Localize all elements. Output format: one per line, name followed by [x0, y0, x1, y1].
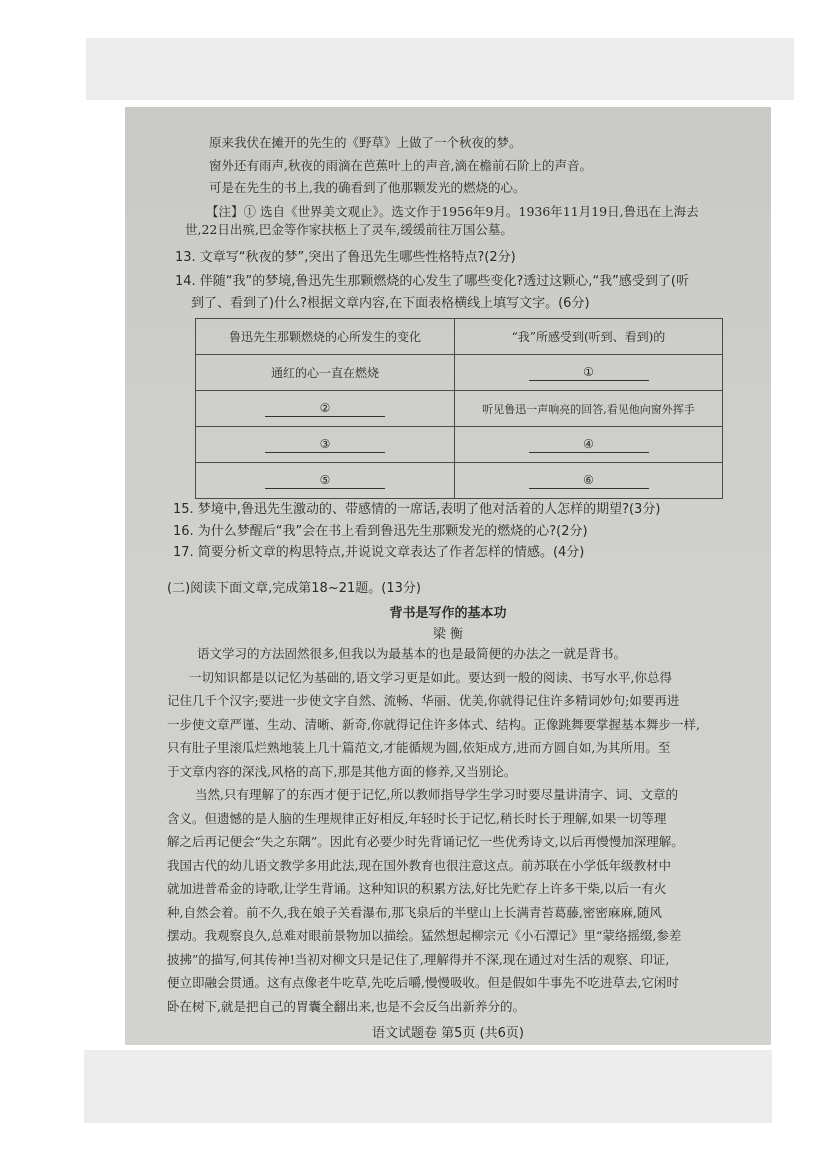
answer-blank-5: ⑤	[265, 472, 385, 489]
table-cell	[196, 391, 455, 427]
table-cell	[196, 427, 455, 463]
article-line: 种,自然会着。前不久,我在娘子关看瀑布,那飞泉后的半壁山上长满青苔葛藤,密密麻麻,随风	[167, 905, 662, 920]
article-line: 解之后再记便会“失之东隅”。因此有必要少时先背诵记忆一些优秀诗文,以后再慢慢加深理解。	[167, 834, 684, 849]
article-line: 便立即融会贯通。这有点像老牛吃草,先吃后嚼,慢慢吸收。但是假如牛事先不吃进草去,它闲时	[167, 975, 679, 990]
question-14: 14. 伴随“我”的梦境,鲁迅先生那颗燃烧的心发生了哪些变化?透过这颗心,“我”感受到了(听	[175, 274, 689, 289]
table-row	[196, 427, 723, 463]
table-cell	[196, 463, 455, 499]
answer-blank-2: ②	[265, 400, 385, 417]
article-line: 披拂”的描写,何其传神!当初对柳文只是记住了,理解得并不深,现在通过对生活的观察、印证,	[167, 952, 670, 967]
answer-blank-3: ③	[265, 436, 385, 453]
passage-line-3: 可是在先生的书上,我的确看到了他那颗发光的燃烧的心。	[209, 180, 526, 195]
article-line: 我国古代的幼儿语文教学多用此法,现在国外教育也很注意这点。前苏联在小学低年级教材中	[167, 858, 671, 873]
top-blank-band	[86, 38, 794, 100]
table-header-left: 鲁迅先生那颗燃烧的心所发生的变化	[196, 319, 455, 355]
article-title: 背书是写作的基本功	[389, 606, 507, 621]
footnote-line-1: 【注】① 选自《世界美文观止》。选文作于1956年9月。1936年11月19日,鲁迅在上海去	[206, 204, 699, 219]
article-line: 语文学习的方法固然很多,但我以为最基本的也是最简便的办法之一就是背书。	[197, 646, 626, 661]
question-13: 13. 文章写“秋夜的梦”,突出了鲁迅先生哪些性格特点?(2分)	[175, 250, 516, 265]
article-line: 当然,只有理解了的东西才便于记忆,所以教师指导学生学习时要尽量讲清字、词、文章的	[195, 787, 678, 802]
question-17: 17. 简要分析文章的构思特点,并说说文章表达了作者怎样的情感。(4分)	[173, 545, 585, 560]
question-16: 16. 为什么梦醒后“我”会在书上看到鲁迅先生那颗发光的燃烧的心?(2分)	[173, 524, 588, 539]
article-line: 就加进普希金的诗歌,让学生背诵。这种知识的积累方法,好比先贮存上许多干柴,以后一有火	[167, 881, 667, 896]
article-line: 含义。但遗憾的是人脑的生理规律正好相反,年轻时长于记忆,稍长时长于理解,如果一切等理	[167, 811, 667, 826]
answer-blank-4: ④	[529, 436, 649, 453]
passage-line-2: 窗外还有雨声,秋夜的雨滴在芭蕉叶上的声音,滴在檐前石阶上的声音。	[209, 158, 592, 173]
page-footer: 语文试题卷 第5页 (共6页)	[372, 1026, 524, 1041]
table-cell: 通红的心一直在燃烧	[196, 355, 455, 391]
exam-page-photo	[125, 107, 771, 1045]
article-author: 梁 衡	[432, 627, 464, 642]
answer-blank-1: ①	[529, 364, 649, 381]
section-2-heading: (二)阅读下面文章,完成第18~21题。(13分)	[167, 581, 421, 596]
article-line: 一切知识都是以记忆为基础的,语文学习更是如此。要达到一般的阅读、书写水平,你总得	[189, 670, 672, 685]
article-line: 只有肚子里滚瓜烂熟地装上几十篇范文,才能循规为圆,依矩成方,进而方圆自如,为其所用。至	[167, 740, 671, 755]
table-row	[196, 391, 723, 427]
table-row	[196, 463, 723, 499]
passage-line-1: 原来我伏在摊开的先生的《野草》上做了一个秋夜的梦。	[209, 135, 522, 150]
table-cell	[455, 463, 723, 499]
answer-blank-6: ⑥	[529, 472, 649, 489]
article-line: 一步使文章严谨、生动、清晰、新奇,你就得记住许多体式、结构。正像跳舞要掌握基本舞步一样,	[167, 717, 700, 732]
article-line: 记住几千个汉字;要进一步使文字自然、流畅、华丽、优美,你就得记住许多精词妙句;如要再进	[167, 693, 680, 708]
footnote-line-2: 世,22日出殡,巴金等作家扶柩上了灵车,缓缓前往万国公墓。	[185, 222, 513, 237]
table-cell: 听见鲁迅一声响亮的回答,看见他向窗外挥手	[455, 391, 723, 427]
table-header-right: “我”所感受到(听到、看到)的	[455, 319, 723, 355]
answer-table	[195, 318, 723, 499]
article-line: 卧在树下,就是把自己的胃囊全翻出来,也是不会反刍出新养分的。	[167, 999, 525, 1014]
article-line: 于文章内容的深浅,风格的高下,那是其他方面的修养,又当别论。	[167, 764, 517, 779]
table-header-row	[196, 319, 723, 355]
question-14-cont: 到了、看到了)什么?根据文章内容,在下面表格横线上填写文字。(6分)	[191, 296, 590, 311]
table-cell	[455, 427, 723, 463]
bottom-blank-band	[84, 1050, 772, 1123]
article-line: 摆动。我观察良久,总难对眼前景物加以描绘。猛然想起柳宗元《小石潭记》里“蒙络摇缀,参差	[167, 928, 682, 943]
question-15: 15. 梦境中,鲁迅先生激动的、带感情的一席话,表明了他对活着的人怎样的期望?(3分)	[173, 502, 661, 517]
table-row	[196, 355, 723, 391]
table-cell	[455, 355, 723, 391]
